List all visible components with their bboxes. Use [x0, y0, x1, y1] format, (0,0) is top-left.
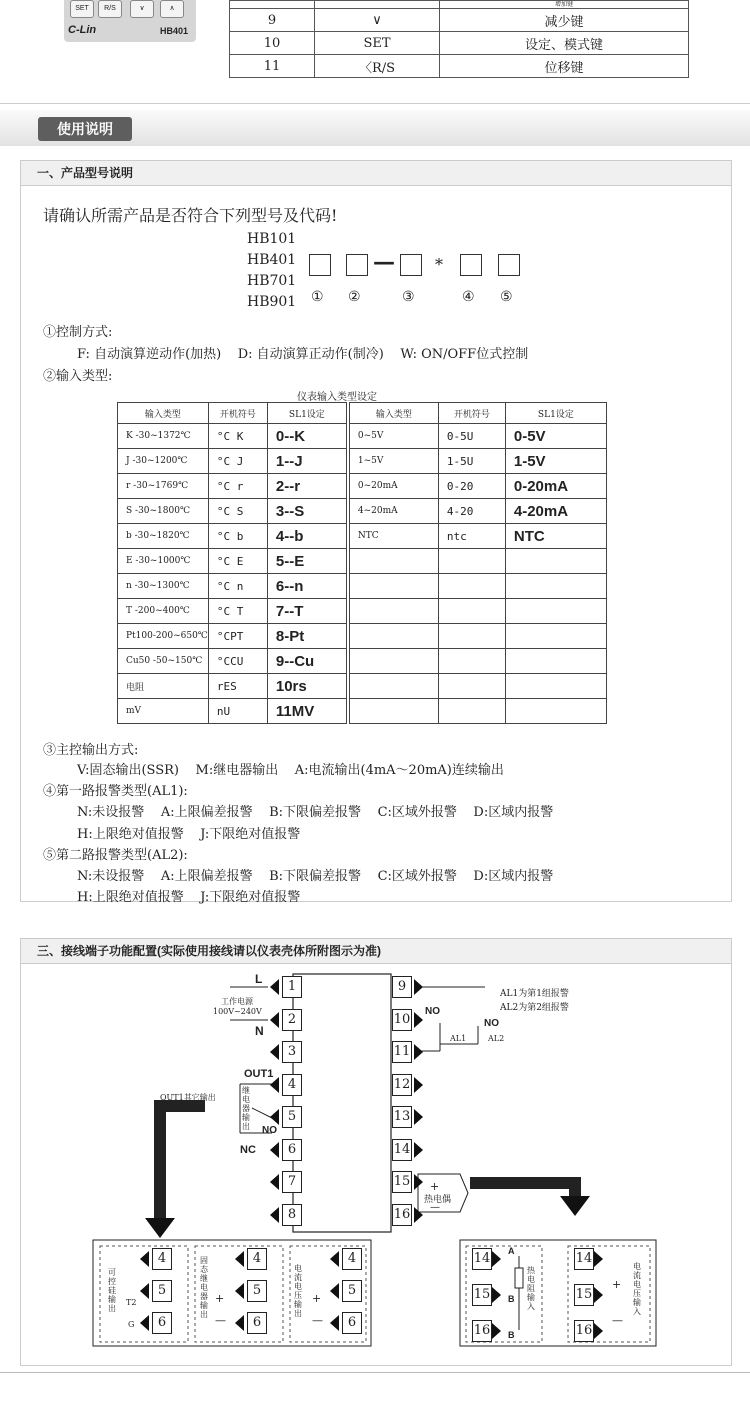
terminal-arrow-icon [414, 1142, 423, 1158]
terminal-arrow-icon [270, 979, 279, 995]
al1-note: AL1为第1组报警 [500, 989, 569, 999]
terminal-11: 11 [392, 1041, 412, 1063]
table-cell: K -30~1372℃ [118, 424, 209, 449]
terminal-arrow-icon [492, 1323, 501, 1339]
table-cell [438, 574, 505, 599]
control-title: ①控制方式: [43, 325, 113, 340]
label-B1: B [508, 1294, 515, 1304]
terminal-16: 16 [574, 1320, 594, 1342]
table-cell: °C S [208, 499, 267, 524]
terminal-arrow-icon [235, 1315, 244, 1331]
table-cell: n -30~1300℃ [118, 574, 209, 599]
dash: — [373, 249, 395, 275]
t2-label: T2 [126, 1298, 137, 1307]
table-cell: 0~20mA [348, 474, 439, 499]
al2-label: AL2 [488, 1034, 505, 1043]
table-cell: nU [208, 699, 267, 724]
terminal-14: 14 [392, 1139, 412, 1161]
section-title: 一、产品型号说明 [21, 161, 731, 186]
terminal-7: 7 [282, 1171, 302, 1193]
label-A: A [508, 1246, 515, 1256]
table-cell: 电阻 [118, 674, 209, 699]
table-cell: 0--K [267, 424, 348, 449]
table-row [118, 574, 607, 599]
label-B2: B [508, 1330, 515, 1340]
table-cell [348, 624, 439, 649]
table-cell [438, 699, 505, 724]
label-L: L [255, 972, 263, 986]
device-thumbnail [64, 0, 196, 42]
table-cell: 4--b [267, 524, 348, 549]
circled-1: ① [311, 289, 324, 305]
terminal-14: 14 [574, 1248, 594, 1270]
terminal-arrow-icon [414, 1044, 423, 1060]
table-cell: r -30~1769℃ [118, 474, 209, 499]
label-no-al1: NO [425, 1006, 440, 1017]
table-cell [505, 699, 606, 724]
table-cell [505, 599, 606, 624]
label-nc: NC [240, 1144, 256, 1156]
table-cell: 5--E [267, 549, 348, 574]
terminal-arrow-icon [330, 1283, 339, 1299]
al2-title: ⑤第二路报警类型(AL2): [43, 848, 188, 863]
terminal-arrow-icon [414, 1174, 423, 1190]
circled-2: ② [348, 289, 361, 305]
terminal-12: 12 [392, 1074, 412, 1096]
terminal-5: 5 [342, 1280, 362, 1302]
label-out1: OUT1 [244, 1068, 274, 1080]
terminal-arrow-icon [492, 1287, 501, 1303]
table-row [118, 624, 607, 649]
g-label: G [128, 1320, 135, 1329]
up-key-icon: ∧ [160, 0, 184, 18]
table-cell: 2--r [267, 474, 348, 499]
divider [0, 1372, 750, 1373]
table-cell: 9--Cu [267, 649, 348, 674]
terminal-arrow-icon [140, 1251, 149, 1267]
table-cell: 0~5V [348, 424, 439, 449]
terminal-13: 13 [392, 1106, 412, 1128]
table-cell: °C b [208, 524, 267, 549]
terminal-14: 14 [472, 1248, 492, 1270]
terminal-arrow-icon [270, 1142, 279, 1158]
table-cell [348, 599, 439, 624]
table-cell [505, 574, 606, 599]
table-cell: NTC [505, 524, 606, 549]
table-row [118, 499, 607, 524]
terminal-4: 4 [247, 1248, 267, 1270]
code-box-4 [460, 254, 482, 276]
terminal-3: 3 [282, 1041, 302, 1063]
terminal-arrow-icon [414, 1109, 423, 1125]
terminal-arrow-icon [270, 1174, 279, 1190]
terminal-6: 6 [342, 1312, 362, 1334]
table-cell: J -30~1200℃ [118, 449, 209, 474]
table-cell: 8-Pt [267, 624, 348, 649]
al1-title: ④第一路报警类型(AL1): [43, 784, 188, 799]
terminal-arrow-icon [330, 1315, 339, 1331]
ssr-plus: + [215, 1292, 225, 1305]
code-box-5 [498, 254, 520, 276]
circled-4: ④ [462, 289, 475, 305]
code-box-3 [400, 254, 422, 276]
table-cell [438, 599, 505, 624]
circled-3: ③ [402, 289, 415, 305]
table-cell: 0-5U [438, 424, 505, 449]
table-row [118, 449, 607, 474]
al1-line2: H:上限绝对值报警 J:下限绝对值报警 [77, 827, 301, 842]
table-cell: °C T [208, 599, 267, 624]
rtd-input-label: 热电阻输入 [527, 1266, 535, 1311]
input-title: ②输入类型: [43, 369, 113, 384]
table-cell [348, 549, 439, 574]
table-cell: E -30~1000℃ [118, 549, 209, 574]
terminal-5: 5 [152, 1280, 172, 1302]
terminal-15: 15 [472, 1284, 492, 1306]
table-cell: 10rs [267, 674, 348, 699]
code-box-2 [346, 254, 368, 276]
table-cell: 1-5V [505, 449, 606, 474]
confirm-text: 请确认所需产品是否符合下列型号及代码! [43, 206, 338, 225]
input-table-title: 仪表输入类型设定 [297, 392, 377, 403]
input-type-table [117, 402, 607, 724]
terminal-arrow-icon [270, 1109, 279, 1125]
table-cell [348, 574, 439, 599]
thermo-label: 热电偶 [424, 1195, 452, 1205]
table-cell: mV [118, 699, 209, 724]
rs-key-icon: R/S [98, 0, 122, 18]
table-cell [505, 649, 606, 674]
table-row: 9 ∨ 减少键 [230, 9, 689, 32]
al1-line1: N:未设报警 A:上限偏差报警 B:下限偏差报警 C:区域外报警 D:区域内报警 [77, 805, 554, 820]
table-row [118, 599, 607, 624]
al2-note: AL2为第2组报警 [500, 1003, 569, 1013]
al2-line1: N:未设报警 A:上限偏差报警 B:下限偏差报警 C:区域外报警 D:区域内报警 [77, 869, 554, 884]
table-row: 11 〈R/S 位移键 [230, 55, 689, 78]
terminal-4: 4 [152, 1248, 172, 1270]
table-cell: NTC [348, 524, 439, 549]
table-cell: 11MV [267, 699, 348, 724]
table-row [118, 524, 607, 549]
terminal-16: 16 [392, 1204, 412, 1226]
terminal-arrow-icon [414, 1207, 423, 1223]
section-title: 三、接线端子功能配置(实际使用接线请以仪表壳体所附图示为准) [21, 939, 731, 964]
output-line: V:固态输出(SSR) M:继电器输出 A:电流输出(4mA～20mA)连续输出 [77, 763, 504, 778]
key-function-area [0, 0, 750, 100]
terminal-arrow-icon [140, 1315, 149, 1331]
table-row [118, 674, 607, 699]
table-row [118, 474, 607, 499]
terminal-arrow-icon [270, 1044, 279, 1060]
table-cell [348, 699, 439, 724]
terminal-arrow-icon [270, 1012, 279, 1028]
table-cell [438, 624, 505, 649]
ssr-minus: — [215, 1314, 226, 1327]
table-cell: 0-5V [505, 424, 606, 449]
label-no: NO [262, 1125, 277, 1136]
terminal-arrow-icon [414, 1077, 423, 1093]
table-cell: b -30~1820℃ [118, 524, 209, 549]
control-line: F: 自动演算逆动作(加热) D: 自动演算正动作(制冷) W: ON/OFF位式控制 [77, 347, 529, 362]
table-cell: 0-20mA [505, 474, 606, 499]
terminal-4: 4 [342, 1248, 362, 1270]
table-cell: 4~20mA [348, 499, 439, 524]
table-cell: 7--T [267, 599, 348, 624]
down-key-icon: ∨ [130, 0, 154, 18]
scr-output-label: 可控硅输出 [108, 1268, 116, 1313]
cv-in-minus: — [612, 1314, 623, 1327]
cv-in-plus: + [612, 1278, 622, 1291]
table-cell: 1--J [267, 449, 348, 474]
divider [0, 103, 750, 104]
other-signal-label: 其它信号输出 [474, 1180, 522, 1189]
table-cell: °CPT [208, 624, 267, 649]
terminal-arrow-icon [492, 1251, 501, 1267]
table-cell [348, 674, 439, 699]
table-cell: Pt100-200~650℃ [118, 624, 209, 649]
table-cell [505, 674, 606, 699]
terminal-1: 1 [282, 976, 302, 998]
table-cell [438, 674, 505, 699]
cv-minus: — [312, 1314, 323, 1327]
table-row [118, 699, 607, 724]
table-cell: ntc [438, 524, 505, 549]
star: * [435, 255, 443, 274]
terminal-8: 8 [282, 1204, 302, 1226]
current-voltage-output-label: 电流电压输出 [294, 1264, 302, 1318]
table-cell [438, 649, 505, 674]
terminal-15: 15 [392, 1171, 412, 1193]
terminal-6: 6 [282, 1139, 302, 1161]
table-cell: T -200~400℃ [118, 599, 209, 624]
table-row: 10 SET 设定、模式键 [230, 32, 689, 55]
cv-input-label: 电流电压输入 [633, 1262, 641, 1316]
table-row [118, 649, 607, 674]
terminal-9: 9 [392, 976, 412, 998]
code-box-1 [309, 254, 331, 276]
terminal-arrow-icon [270, 1207, 279, 1223]
thermo-plus: + [430, 1180, 440, 1193]
terminal-2: 2 [282, 1009, 302, 1031]
terminal-5: 5 [247, 1280, 267, 1302]
terminal-arrow-icon [414, 1012, 423, 1028]
terminal-arrow-icon [594, 1323, 603, 1339]
terminal-4: 4 [282, 1074, 302, 1096]
table-cell [505, 624, 606, 649]
terminal-6: 6 [152, 1312, 172, 1334]
al2-line2: H:上限绝对值报警 J:下限绝对值报警 [77, 890, 301, 905]
label-no-al2: NO [484, 1018, 499, 1029]
table-cell: 6--n [267, 574, 348, 599]
relay-output-label: 继电器输出 [242, 1086, 250, 1131]
table-row: 增加键 [230, 1, 689, 9]
terminal-arrow-icon [414, 979, 423, 995]
power-label: 工作电源 [221, 997, 253, 1006]
terminal-16: 16 [472, 1320, 492, 1342]
brand-logo: C-Lin [68, 24, 97, 36]
circled-5: ⑤ [500, 289, 513, 305]
terminal-arrow-icon [330, 1251, 339, 1267]
table-header-row: 输入类型 开机符号 SL1设定 输入类型 开机符号 SL1设定 [118, 403, 607, 424]
terminal-6: 6 [247, 1312, 267, 1334]
usage-tab[interactable]: 使用说明 [38, 117, 132, 141]
table-cell: °CCU [208, 649, 267, 674]
terminal-arrow-icon [594, 1287, 603, 1303]
table-cell: 4-20mA [505, 499, 606, 524]
terminal-15: 15 [574, 1284, 594, 1306]
table-cell [438, 549, 505, 574]
table-cell: S -30~1800℃ [118, 499, 209, 524]
terminal-arrow-icon [140, 1283, 149, 1299]
table-row [118, 424, 607, 449]
table-cell: °C J [208, 449, 267, 474]
terminal-arrow-icon [235, 1251, 244, 1267]
table-cell: 1~5V [348, 449, 439, 474]
table-cell [505, 549, 606, 574]
table-cell: 1-5U [438, 449, 505, 474]
al1-label: AL1 [450, 1034, 467, 1043]
output-title: ③主控输出方式: [43, 743, 139, 758]
terminal-arrow-icon [594, 1251, 603, 1267]
table-cell: °C r [208, 474, 267, 499]
table-cell: °C K [208, 424, 267, 449]
out1-other-label: OUT1其它输出 [160, 1093, 216, 1102]
table-cell: 0-20 [438, 474, 505, 499]
table-cell: Cu50 -50~150℃ [118, 649, 209, 674]
table-cell: rES [208, 674, 267, 699]
table-cell: 3--S [267, 499, 348, 524]
voltage-label: 100V~240V [213, 1007, 262, 1016]
set-key-icon: SET [70, 0, 94, 18]
table-cell: °C E [208, 549, 267, 574]
input-table-body [118, 424, 607, 724]
table-cell: °C n [208, 574, 267, 599]
table-row [118, 549, 607, 574]
terminal-arrow-icon [235, 1283, 244, 1299]
terminal-5: 5 [282, 1106, 302, 1128]
terminal-10: 10 [392, 1009, 412, 1031]
table-cell: 4-20 [438, 499, 505, 524]
table-cell [348, 649, 439, 674]
thermo-minus: — [430, 1202, 440, 1213]
key-function-table [229, 0, 689, 78]
label-N: N [255, 1024, 264, 1038]
device-model: HB401 [160, 26, 189, 36]
model-list: HB101 HB401 HB701 HB901 [247, 231, 297, 310]
cv-plus: + [312, 1292, 322, 1305]
ssr-output-label: 固态继电器输出 [200, 1256, 208, 1319]
